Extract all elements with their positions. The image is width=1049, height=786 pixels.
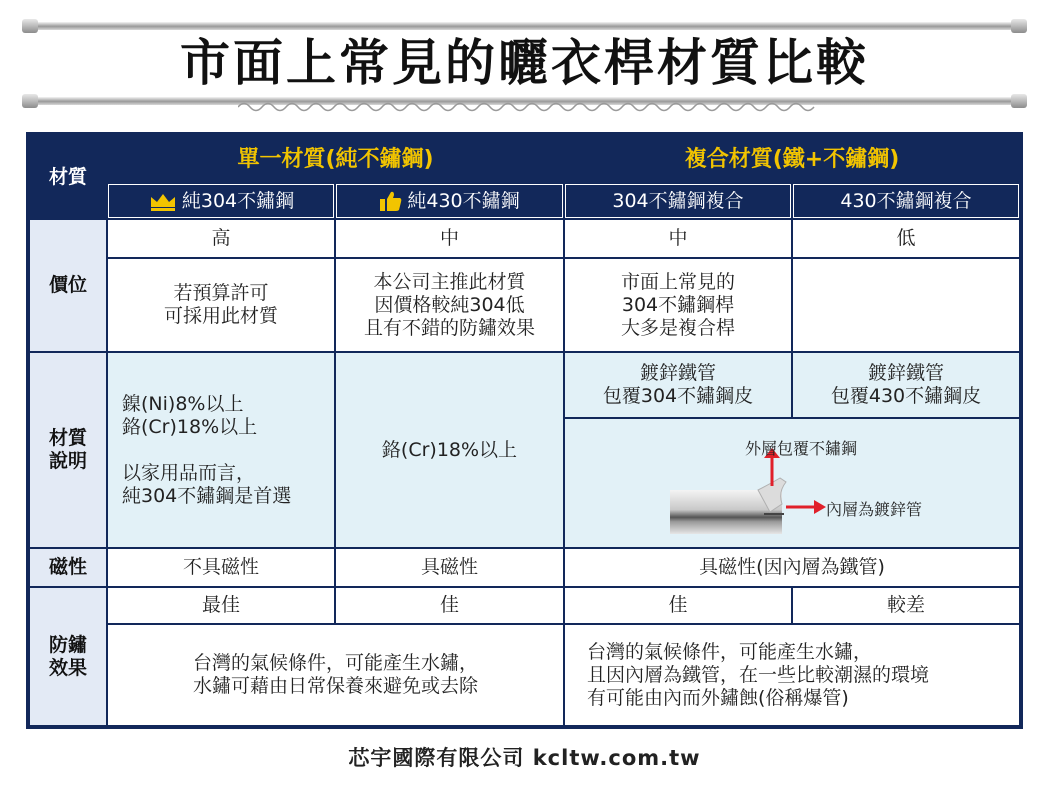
row-label-magnetism: 磁性 (30, 549, 106, 586)
material-desc-430: 鉻(Cr)18%以上 (336, 353, 563, 547)
price-note-304-composite: 市面上常見的 304不鏽鋼桿 大多是複合桿 (565, 259, 791, 351)
column-header-304: 純304不鏽鋼 (108, 184, 334, 218)
material-desc-304: 鎳(Ni)8%以上 鉻(Cr)18%以上 以家用品而言， 純304不鏽鋼是首選 (108, 353, 334, 547)
header-material-label: 材質 (30, 136, 106, 218)
price-level-304-composite: 中 (565, 220, 791, 257)
price-level-430-composite: 低 (793, 220, 1019, 257)
row-label-price: 價位 (30, 220, 106, 351)
footer-company: 芯宇國際有限公司 kcltw.com.tw (348, 746, 701, 770)
thumbs-up-icon (379, 190, 403, 212)
row-label-material: 材質 說明 (30, 353, 106, 547)
price-level-430: 中 (336, 220, 563, 257)
outer-layer-note: 外層包覆不鏽鋼 (745, 439, 858, 458)
price-level-304: 高 (108, 220, 334, 257)
top-rod-decoration (28, 22, 1021, 30)
row-label-rust: 防鏽 效果 (30, 588, 106, 725)
rust-level-430-composite: 較差 (793, 588, 1019, 623)
material-desc-430-composite: 鍍鋅鐵管 包覆430不鏽鋼皮 (793, 353, 1019, 417)
column-header-304-composite: 304不鏽鋼複合 (565, 184, 791, 218)
spring-wave-decoration (238, 100, 818, 114)
price-note-304: 若預算許可 可採用此材質 (108, 259, 334, 351)
page-title: 市面上常見的曬衣桿材質比較 (180, 34, 869, 92)
column-header-430: 純430不鏽鋼 (336, 184, 563, 218)
rust-note-single: 台灣的氣候條件，可能產生水鏽， 水鏽可藉由日常保養來避免或去除 (108, 625, 563, 725)
rust-level-304-composite: 佳 (565, 588, 791, 623)
header-single-group: 單一材質(純不鏽鋼) (108, 136, 563, 182)
magnetism-composite: 具磁性(因內層為鐵管) (565, 549, 1019, 586)
comparison-table (26, 132, 1023, 729)
crown-icon (148, 191, 178, 211)
header-composite-group: 複合材質(鐵+不鏽鋼) (565, 136, 1019, 182)
inner-layer-arrow (786, 498, 826, 516)
magnetism-304: 不具磁性 (108, 549, 334, 586)
rust-note-composite: 台灣的氣候條件，可能產生水鏽， 且因內層為鐵管，在一些比較潮濕的環境 有可能由內而外鏽蝕(俗稱爆管) (565, 625, 1019, 725)
rust-level-430: 佳 (336, 588, 563, 623)
magnetism-430: 具磁性 (336, 549, 563, 586)
price-note-430: 本公司主推此材質 因價格較純304低 且有不錯的防鏽效果 (336, 259, 563, 351)
rust-level-304: 最佳 (108, 588, 334, 623)
inner-layer-note: 內層為鍍鋅管 (826, 500, 923, 519)
column-header-430-composite: 430不鏽鋼複合 (793, 184, 1019, 218)
material-desc-304-composite: 鍍鋅鐵管 包覆304不鏽鋼皮 (565, 353, 791, 417)
price-note-430-composite-empty (793, 259, 1019, 351)
